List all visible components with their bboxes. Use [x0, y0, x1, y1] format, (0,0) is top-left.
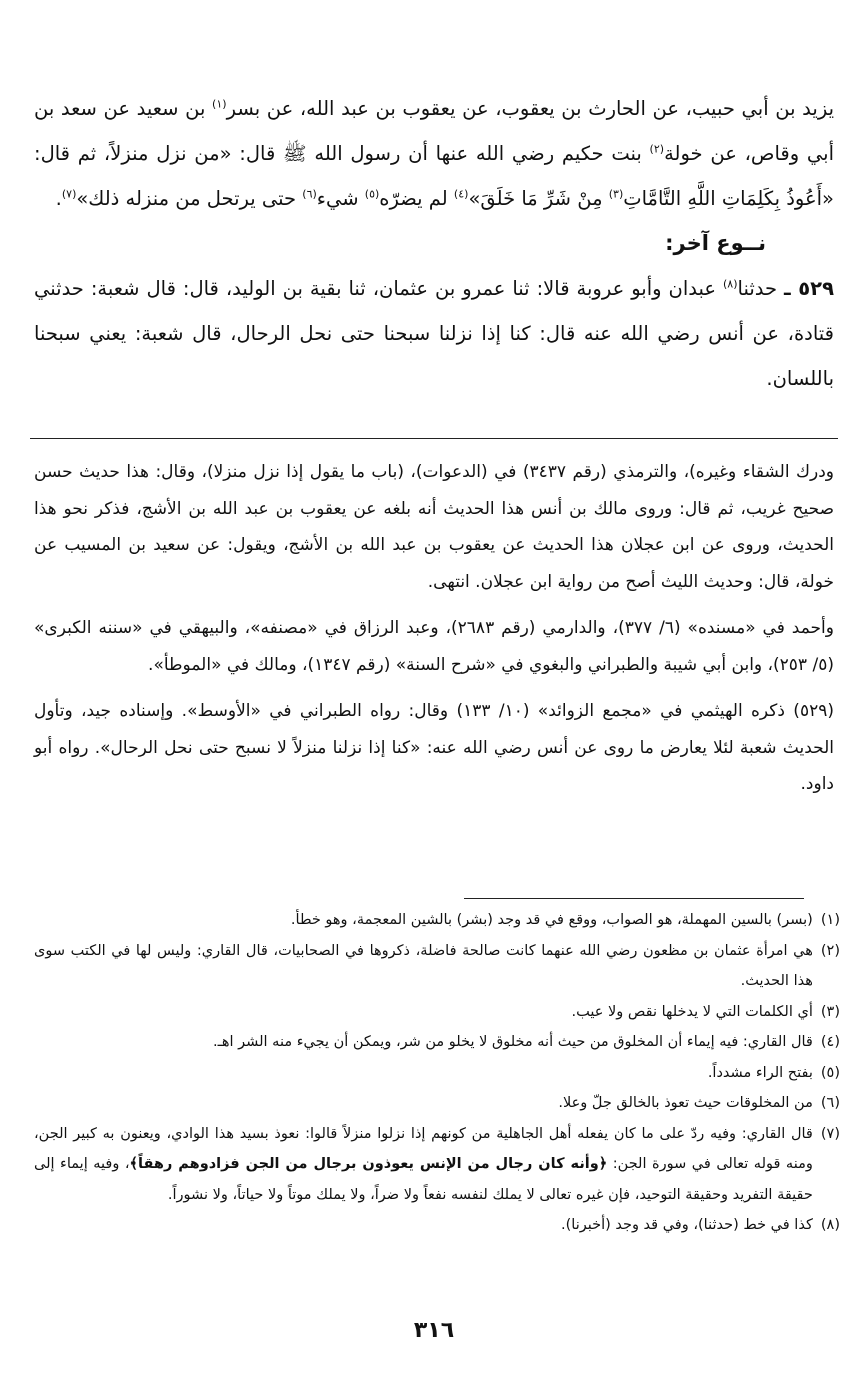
commentary-paragraph: (٥٢٩) ذكره الهيثمي في «مجمع الزوائد» (١٠/ ١٣٣) وقال: رواه الطبراني في «الأوسط». وإسناده جيد، وتأول الحديث شعبة لئلا يعارض ما روى عن أنس رضي الله عنه: «كنا إذا نزلنا منزلاً لا نسبح حتى نحل الرحال». رواه أبو داود. — [34, 701, 834, 794]
main-text — [34, 86, 834, 401]
text-segment: . — [55, 187, 62, 210]
text-segment: يزيد بن أبي حبيب، عن الحارث بن يعقوب، عن يعقوب بن عبد الله، عن بسر — [226, 97, 834, 120]
footnote-text: بفتح الراء مشدداً. — [707, 1064, 813, 1081]
footnote-number: (٨) — [820, 1217, 840, 1233]
text-segment: لم يضرّه — [379, 187, 454, 210]
text-segment: بنت حكيم رضي الله عنها أن رسول الله ﷺ قال: «من نزل منزلاً، ثم قال: «أَعُوذُ بِكَلِمَاتِ اللَّهِ التَّامَّاتِ — [34, 142, 834, 210]
text-segment: مِنْ شَرِّ مَا خَلَقَ» — [468, 187, 609, 210]
footnote-item — [34, 905, 840, 936]
footnote-item — [34, 1088, 840, 1119]
footnote-text: من المخلوقات حيث تعوذ بالخالق جلّ وعلا. — [558, 1095, 813, 1111]
text-segment: حدثنا — [737, 277, 785, 300]
hadith-528-text — [34, 86, 834, 221]
separator-rule — [30, 438, 838, 439]
footnote-ref-7[interactable]: (٧) — [61, 187, 77, 201]
footnote-ref-5[interactable]: (٥) — [364, 187, 380, 201]
footnote-ref-2[interactable]: (٢) — [649, 142, 665, 156]
footnote-text: هي امرأة عثمان بن مظعون رضي الله عنهما كانت صالحة فاضلة، ذكروها في الصحابيات، قال القاري: وليس لها في الكتب سوى هذا الحديث. — [34, 942, 813, 989]
footnote-ref-3[interactable]: (٣) — [608, 187, 624, 201]
footnote-ref-8[interactable]: (٨) — [722, 277, 738, 291]
text-segment: قال القاري: وفيه ردّ على ما كان يفعله أهل الجاهلية من كونهم إذا نزلوا منزلاً قالوا: نعوذ بسيد هذا الوادي، ويعنون به كبير الجن، ومنه قوله تعالى في سورة الجن: — [34, 1125, 813, 1172]
footnote-number: (٥) — [820, 1064, 840, 1081]
hadith-number: ٥٢٩ ـ — [784, 277, 834, 300]
footnote-number: (٤) — [820, 1034, 840, 1050]
footnote-ref-1[interactable]: (١) — [212, 97, 227, 111]
text-segment: حتى يرتحل من منزله ذلك» — [76, 187, 303, 210]
footnote-number: (٣) — [820, 1003, 840, 1020]
commentary-paragraph: ودرك الشقاء وغيره)، والترمذي (رقم ٣٤٣٧) في (الدعوات)، (باب ما يقول إذا نزل منزلا)، وقال: هذا حديث حسن صحيح غريب، ثم قال: وروى مالك بن أنس هذا الحديث أنه بلغه عن يعقوب بن عبد الله بن الأشج، فذكر نحو هذا الحديث، وروى عن ابن عجلان هذا الحديث عن يعقوب بن عبد الله بن الأشج، ويقول: عن سعيد بن المسيب عن خولة، قال: وحديث الليث أصح من رواية ابن عجلان. انتهى. — [34, 462, 834, 592]
footnotes-section — [34, 905, 840, 1241]
text-segment: شيء — [316, 187, 365, 210]
footnote-item — [34, 936, 840, 997]
footnote-item — [34, 1210, 840, 1241]
footnote-item — [34, 1027, 840, 1058]
footnote-item — [34, 1119, 840, 1211]
footnote-item — [34, 997, 840, 1028]
section-heading: نــوع آخر: — [665, 231, 766, 255]
footnote-separator — [464, 898, 804, 899]
footnote-text: كذا في خط (حدثنا)، وفي قد وجد (أخبرنا). — [561, 1217, 813, 1233]
footnote-item — [34, 1058, 840, 1089]
footnote-ref-6[interactable]: (٦) — [302, 187, 317, 201]
footnote-text: (بسر) بالسين المهملة، هو الصواب، ووقع في قد وجد (بشر) بالشين المعجمة، وهو خطأ. — [290, 912, 813, 928]
footnote-number: (٦) — [820, 1095, 840, 1111]
footnote-text: قال القاري: فيه إيماء أن المخلوق من حيث أنه مخلوق لا يخلو من شر، ويمكن أن يجيء منه الشر اهـ. — [213, 1034, 813, 1050]
footnote-number: (٢) — [820, 942, 840, 959]
footnote-number: (١) — [820, 912, 840, 928]
text-segment: بن سعيد عن سعد بن أبي وقاص، عن خولة — [34, 97, 834, 165]
text-segment: ، وفيه إيماء إلى حقيقة التفريد وحقيقة التوحيد، فإن غيره تعالى لا يملك لنفسه نفعاً ولا ضراً، ولا يملك موتاً ولا حياتاً، ولا نشوراً. — [34, 1156, 813, 1203]
footnote-ref-4[interactable]: (٤) — [453, 187, 469, 201]
commentary-paragraph: وأحمد في «مسنده» (٦/ ٣٧٧)، والدارمي (رقم ٢٦٨٣)، وعبد الرزاق في «مصنفه»، والبيهقي في «سننه الكبرى» (٥/ ٢٥٣)، وابن أبي شيبة والطبراني والبغوي في «شرح السنة» (رقم ١٣٤٧)، ومالك في «الموطأ». — [34, 618, 834, 675]
page-number: ٣١٦ — [413, 1318, 455, 1343]
text-segment: عبدان وأبو عروبة قالا: ثنا عمرو بن عثمان، ثنا بقية بن الوليد، قال: قال شعبة: حدثني قتادة، عن أنس رضي الله عنه قال: كنا إذا نزلنا سبحنا حتى نحل الرحال، قال شعبة: يعني سبحنا باللسان. — [34, 277, 834, 390]
hadith-529-text — [34, 266, 834, 401]
footnote-text: أي الكلمات التي لا يدخلها نقص ولا عيب. — [571, 1003, 813, 1020]
commentary-section — [34, 454, 834, 813]
quran-quote: ﴿وأنه كان رجال من الإنس يعوذون برجال من الجن فزادوهم رهقاً﴾ — [129, 1156, 608, 1172]
footnote-text — [34, 1119, 813, 1211]
footnote-number: (٧) — [820, 1125, 840, 1142]
